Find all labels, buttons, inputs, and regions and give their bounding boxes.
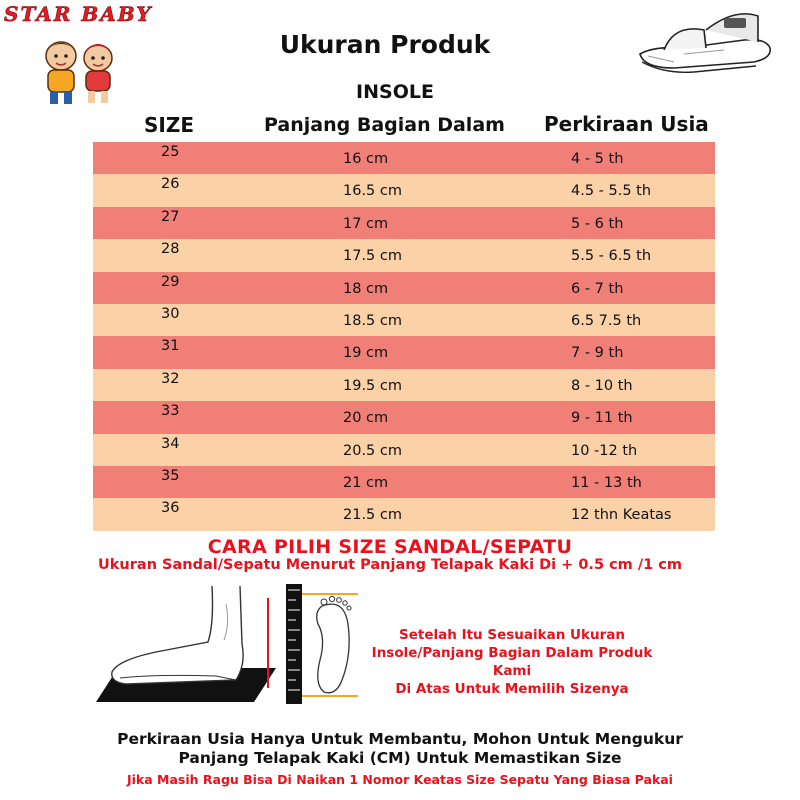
size-cell: 26: [161, 176, 180, 193]
size-cell: 30: [161, 305, 180, 322]
size-cell: 35: [161, 467, 180, 484]
size-cell: 34: [161, 435, 180, 452]
table-row: [93, 207, 715, 239]
size-cell: 25: [161, 144, 180, 160]
size-table: [93, 142, 715, 531]
age-cell: 6 - 7 th: [571, 280, 624, 297]
table-row: [93, 434, 715, 466]
length-cell: 19 cm: [343, 345, 389, 362]
table-row: [93, 336, 715, 368]
length-cell: 20.5 cm: [343, 442, 402, 459]
table-row: [93, 272, 715, 304]
size-cell: 28: [161, 241, 180, 258]
length-cell: 16.5 cm: [343, 183, 402, 200]
size-cell: 36: [161, 500, 180, 517]
age-cell: 4 - 5 th: [571, 151, 624, 167]
length-cell: 16 cm: [343, 151, 389, 167]
ruler-icon: [286, 584, 302, 704]
age-cell: 7 - 9 th: [571, 345, 624, 362]
table-row: [93, 466, 715, 498]
table-row: [93, 304, 715, 336]
age-cell: 8 - 10 th: [571, 377, 633, 394]
guide-tip-line: Insole/Panjang Bagian Dalam Produk Kami: [371, 645, 653, 679]
length-cell: 17 cm: [343, 215, 389, 232]
page-subtitle: INSOLE: [356, 81, 434, 103]
disclaimer-line: Panjang Telapak Kaki (CM) Untuk Memastikan Size: [178, 749, 622, 767]
table-row: [93, 174, 715, 206]
column-header-size: SIZE: [144, 113, 195, 137]
length-cell: 21 cm: [343, 474, 389, 491]
age-cell: 11 - 13 th: [571, 474, 642, 491]
length-cell: 18 cm: [343, 280, 389, 297]
guide-heading: CARA PILIH SIZE SANDAL/SEPATU: [207, 536, 573, 558]
guide-tip-line: Di Atas Untuk Memilih Sizenya: [395, 681, 629, 697]
size-cell: 29: [161, 273, 180, 290]
table-row: [93, 498, 715, 530]
table-row: [93, 369, 715, 401]
column-header-age: Perkiraan Usia: [544, 112, 709, 136]
disclaimer-note: [0, 730, 800, 768]
age-cell: 4.5 - 5.5 th: [571, 183, 652, 200]
size-cell: 33: [161, 403, 180, 420]
length-cell: 17.5 cm: [343, 248, 402, 265]
length-cell: 19.5 cm: [343, 377, 402, 394]
age-cell: 5.5 - 6.5 th: [571, 248, 652, 265]
brand-logo-text: STAR BABY: [4, 2, 153, 26]
size-cell: 31: [161, 338, 180, 355]
table-row: [93, 239, 715, 271]
size-cell: 27: [161, 208, 180, 225]
size-cell: 32: [161, 370, 180, 387]
guide-tip: [352, 626, 672, 698]
age-cell: 6.5 7.5 th: [571, 312, 642, 329]
age-cell: 9 - 11 th: [571, 410, 633, 427]
guide-subheading: Ukuran Sandal/Sepatu Menurut Panjang Telapak Kaki Di + 0.5 cm /1 cm: [98, 557, 682, 573]
foot-measure-icon: [96, 584, 366, 714]
age-cell: 12 thn Keatas: [571, 507, 672, 524]
footprint-icon: [317, 596, 351, 692]
disclaimer-line: Perkiraan Usia Hanya Untuk Membantu, Mohon Untuk Mengukur: [117, 730, 683, 748]
page-title: Ukuran Produk: [279, 30, 491, 59]
table-row: [93, 401, 715, 433]
column-header-length: Panjang Bagian Dalam: [264, 114, 505, 136]
age-cell: 5 - 6 th: [571, 215, 624, 232]
guide-tip-line: Setelah Itu Sesuaikan Ukuran: [399, 627, 625, 643]
length-cell: 18.5 cm: [343, 312, 402, 329]
length-cell: 20 cm: [343, 410, 389, 427]
age-cell: 10 -12 th: [571, 442, 638, 459]
length-cell: 21.5 cm: [343, 507, 402, 524]
table-row: [93, 142, 715, 174]
footnote: Jika Masih Ragu Bisa Di Naikan 1 Nomor Keatas Size Sepatu Yang Biasa Pakai: [127, 772, 673, 787]
